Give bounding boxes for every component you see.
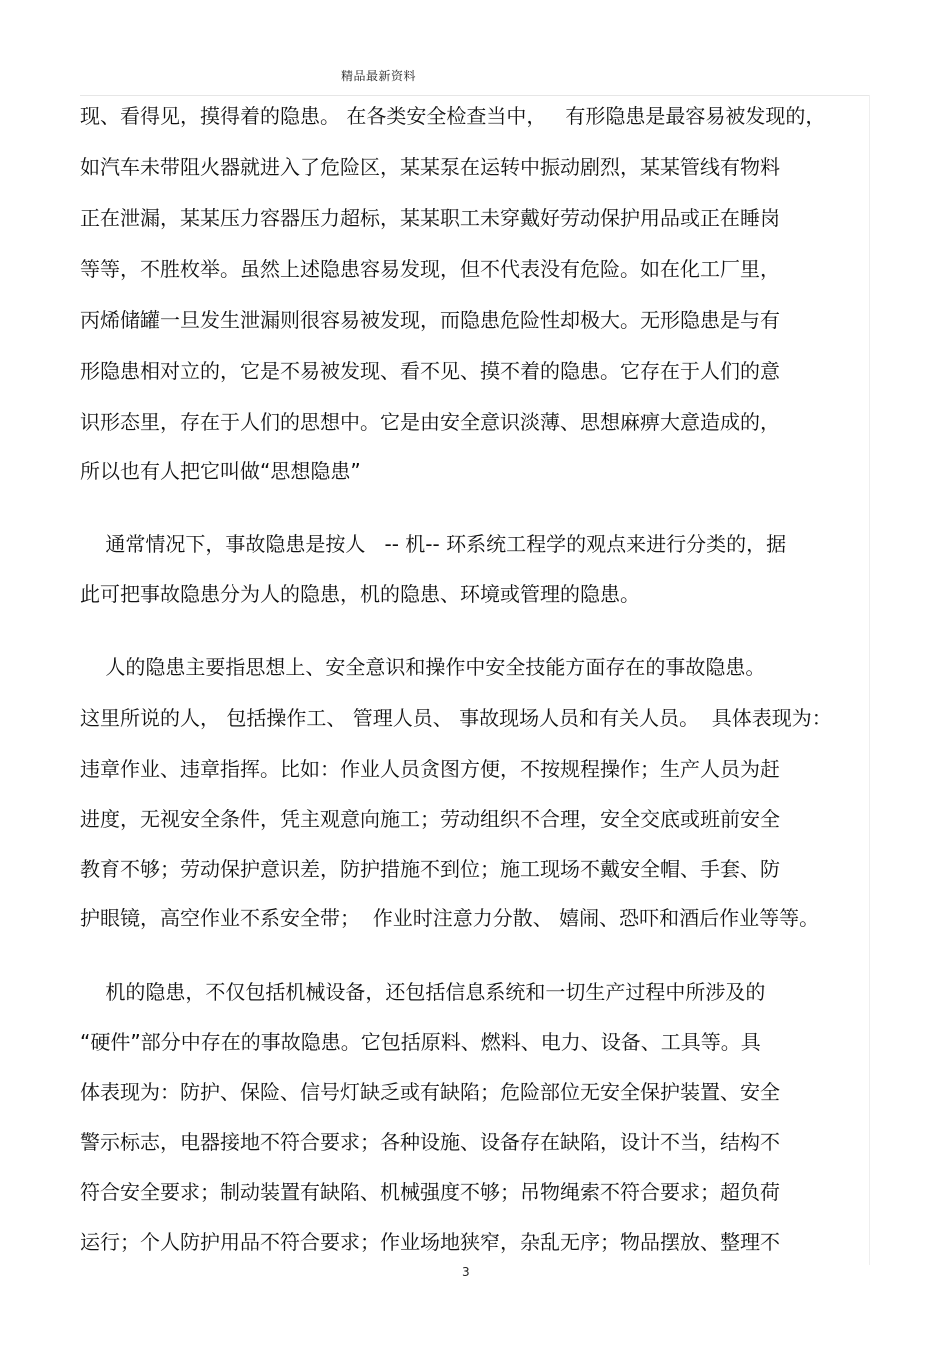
text-line: 运行；个人防护用品不符合要求；作业场地狭窄，杂乱无序；物品摆放、整理不 — [80, 1230, 780, 1254]
text-line: 正在泄漏，某某压力容器压力超标，某某职工未穿戴好劳动保护用品或正在睡岗 — [80, 206, 780, 230]
text-line: 所以也有人把它叫做“思想隐患” — [80, 459, 361, 483]
text-line: 护眼镜，高空作业不系安全带； 作业时注意力分散、 嬉闹、恐吓和酒后作业等等。 — [80, 906, 820, 930]
header-divider — [80, 95, 870, 96]
text-line: 形隐患相对立的，它是不易被发现、看不见、摸不着的隐患。它存在于人们的意 — [80, 359, 780, 383]
text-line: 丙烯储罐一旦发生泄漏则很容易被发现，而隐患危险性却极大。无形隐患是与有 — [80, 308, 780, 332]
text-line: 现、看得见，摸得着的隐患。 在各类安全检查当中， 有形隐患是最容易被发现的， — [80, 104, 826, 128]
text-line: 教育不够；劳动保护意识差，防护措施不到位；施工现场不戴安全帽、手套、防 — [80, 857, 780, 881]
text-line: 如汽车未带阻火器就进入了危险区，某某泵在运转中振动剧烈，某某管线有物料 — [80, 155, 780, 179]
text-line: 通常情况下，事故隐患是按人 -- 机-- 环系统工程学的观点来进行分类的，据 — [80, 532, 787, 556]
text-line: 人的隐患主要指思想上、安全意识和操作中安全技能方面存在的事故隐患。 — [80, 655, 766, 679]
text-line: 进度，无视安全条件，凭主观意向施工；劳动组织不合理，安全交底或班前安全 — [80, 807, 780, 831]
text-line: 警示标志，电器接地不符合要求；各种设施、设备存在缺陷，设计不当，结构不 — [80, 1130, 780, 1154]
text-line: 机的隐患，不仅包括机械设备，还包括信息系统和一切生产过程中所涉及的 — [80, 980, 766, 1004]
page-number: 3 — [462, 1265, 470, 1279]
text-line: 违章作业、违章指挥。比如：作业人员贪图方便，不按规程操作；生产人员为赶 — [80, 757, 780, 781]
text-line: “硬件”部分中存在的事故隐患。它包括原料、燃料、电力、设备、工具等。具 — [80, 1030, 761, 1054]
text-line: 此可把事故隐患分为人的隐患，机的隐患、环境或管理的隐患。 — [80, 582, 640, 606]
text-line: 识形态里，存在于人们的思想中。它是由安全意识淡薄、思想麻痹大意造成的， — [80, 410, 780, 434]
text-line: 体表现为：防护、保险、信号灯缺乏或有缺陷；危险部位无安全保护装置、安全 — [80, 1080, 780, 1104]
page-header: 精品最新资料 — [341, 69, 417, 83]
right-margin-line — [869, 95, 870, 1265]
text-line: 符合安全要求；制动装置有缺陷、机械强度不够；吊物绳索不符合要求；超负荷 — [80, 1180, 780, 1204]
text-line: 这里所说的人， 包括操作工、 管理人员、 事故现场人员和有关人员。 具体表现为： — [80, 706, 832, 730]
text-line: 等等，不胜枚举。虽然上述隐患容易发现，但不代表没有危险。如在化工厂里， — [80, 257, 780, 281]
